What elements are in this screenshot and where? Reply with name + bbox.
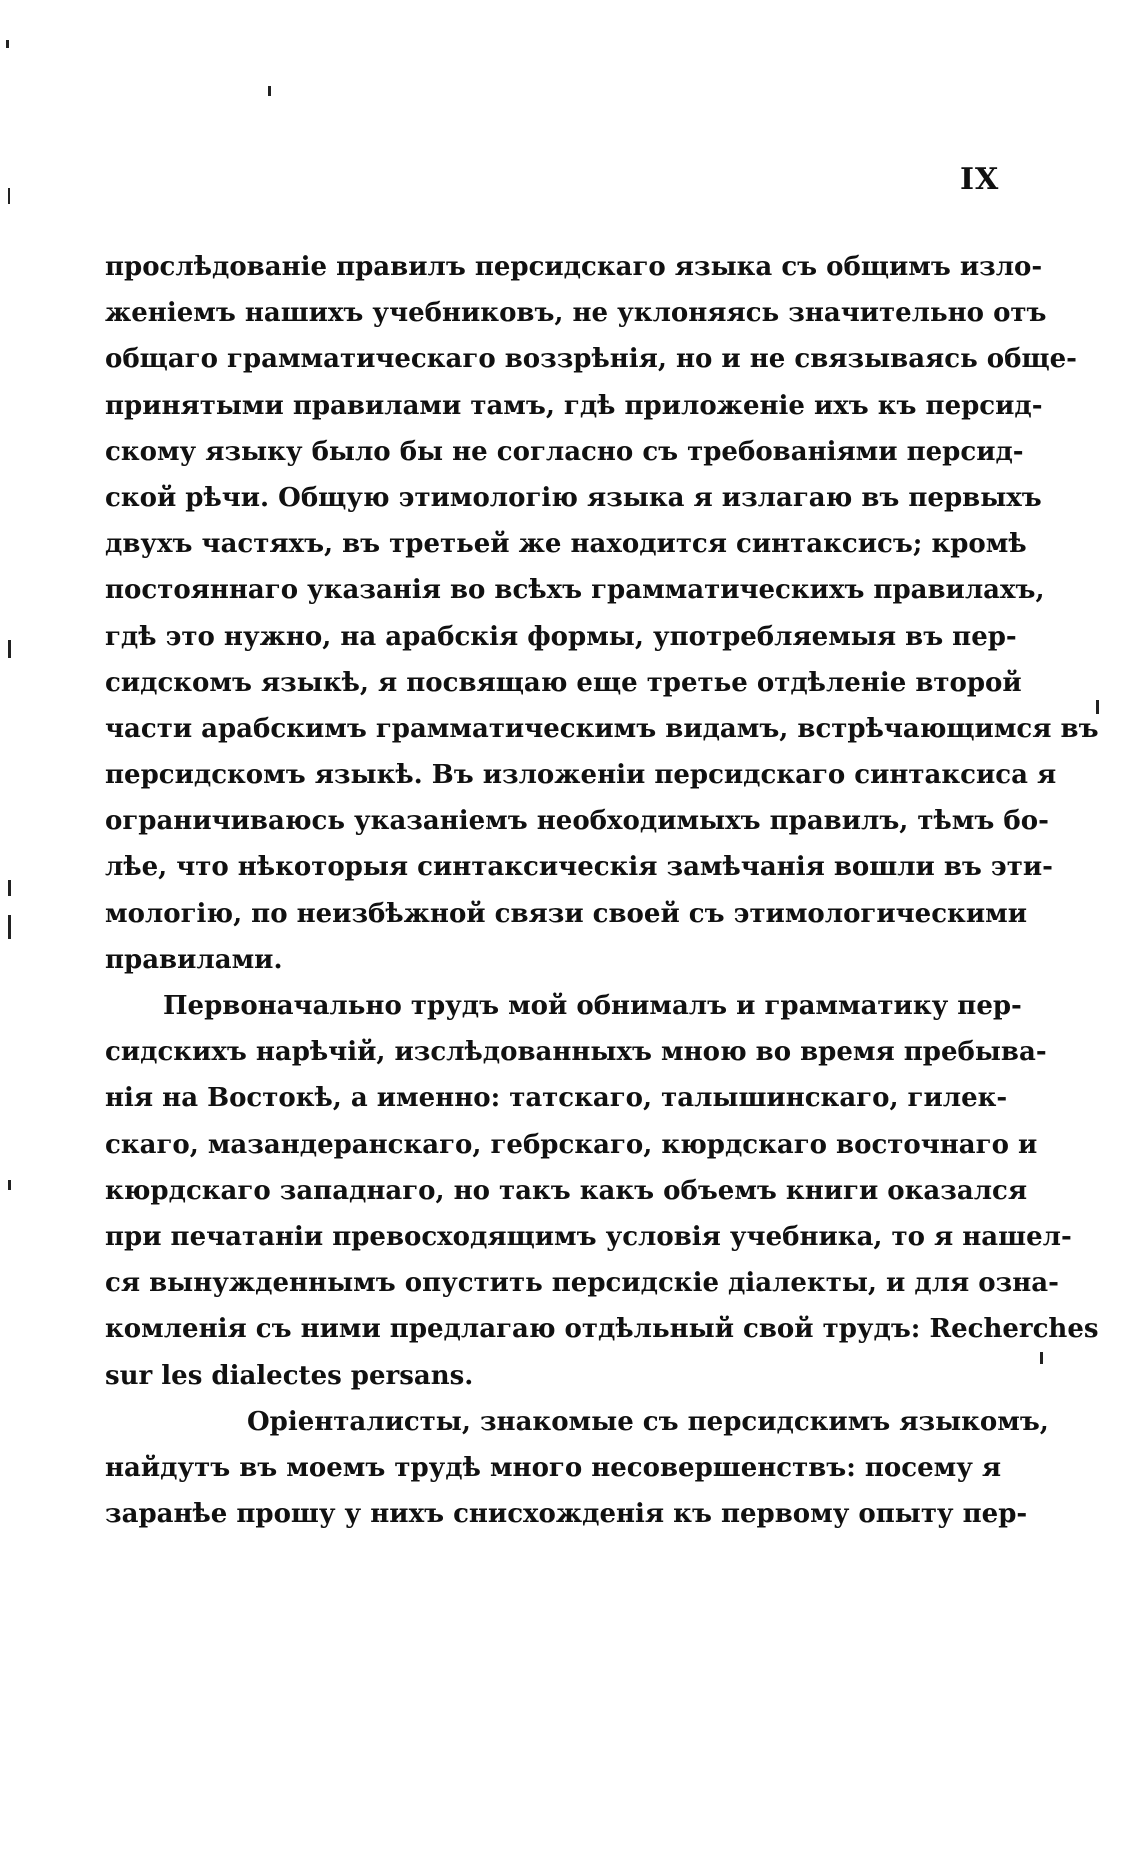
text-line: принятыми правилами тамъ, гдѣ приложеніе ихъ къ персид- xyxy=(105,390,1043,421)
text-line: ся вынужденнымъ опустить персидскіе діалекты, и для озна- xyxy=(105,1268,1059,1299)
scan-mark xyxy=(8,1180,11,1190)
text-line: женіемъ нашихъ учебниковъ, не уклоняясь значительно отъ xyxy=(105,298,1047,329)
text-line: сидскомъ языкѣ, я посвящаю еще третье отдѣленіе второй xyxy=(105,667,1022,698)
text-line: двухъ частяхъ, въ третьей же находится синтаксисъ; кромѣ xyxy=(105,529,1027,560)
text-line: прослѣдованіе правилъ персидскаго языка съ общимъ изло- xyxy=(105,252,1043,282)
scan-mark xyxy=(1040,1352,1043,1364)
text-line: скаго, мазандеранскаго, гебрскаго, кюрдскаго восточнаго и xyxy=(105,1129,1038,1160)
text-line: правилами. xyxy=(105,944,283,975)
scan-mark xyxy=(6,40,9,48)
text-line: Первоначально трудъ мой обнималъ и грамматику пер- xyxy=(163,991,1022,1021)
scan-mark xyxy=(8,880,11,896)
text-line: общаго грамматическаго воззрѣнія, но и не связываясь обще- xyxy=(105,344,1077,375)
text-line: скому языку было бы не согласно съ требованіями персид- xyxy=(105,436,1024,467)
scan-mark xyxy=(268,86,271,96)
text-line: нія на Востокѣ, а именно: татскаго, талышинскаго, гилек- xyxy=(105,1083,1008,1114)
text-line: лѣе, что нѣкоторыя синтаксическія замѣчанія вошли въ эти- xyxy=(105,852,1053,883)
scan-mark xyxy=(1096,700,1099,714)
scan-mark xyxy=(8,915,11,939)
text-line: ской рѣчи. Общую этимологію языка я излагаю въ первыхъ xyxy=(105,482,1042,513)
text-line: мологію, по неизбѣжной связи своей съ этимологическими xyxy=(105,898,1027,929)
text-line: комленія съ ними предлагаю отдѣльный свой трудъ: Recherches xyxy=(105,1314,1099,1345)
text-line: части арабскимъ грамматическимъ видамъ, встрѣчающимся въ xyxy=(105,713,1099,744)
text-line: постояннаго указанія во всѣхъ грамматическихъ правилахъ, xyxy=(105,575,1045,606)
text-line: найдутъ въ моемъ трудѣ много несовершенствъ: посему я xyxy=(105,1452,1002,1483)
text-line: кюрдскаго западнаго, но такъ какъ объемъ книги оказался xyxy=(105,1175,1028,1206)
text-line: Оріенталисты, знакомые съ персидскимъ языкомъ, xyxy=(247,1406,1049,1437)
scan-mark xyxy=(8,188,10,204)
text-line: ограничиваюсь указаніемъ необходимыхъ правилъ, тѣмъ бо- xyxy=(105,806,1049,837)
page-number: IX xyxy=(960,162,1000,197)
text-line: sur les dialectes persans. xyxy=(105,1360,474,1391)
text-line: заранѣе прошу у нихъ снисхожденія къ первому опыту пер- xyxy=(105,1499,1028,1530)
body-text xyxy=(105,244,1099,1537)
scan-mark xyxy=(8,640,11,658)
text-line: при печатаніи превосходящимъ условія учебника, то я нашел- xyxy=(105,1221,1072,1252)
text-line: гдѣ это нужно, на арабскія формы, употребляемыя въ пер- xyxy=(105,621,1017,652)
text-line: персидскомъ языкѣ. Въ изложеніи персидскаго синтаксиса я xyxy=(105,760,1057,791)
text-line: сидскихъ нарѣчій, изслѣдованныхъ мною во время пребыва- xyxy=(105,1037,1047,1068)
